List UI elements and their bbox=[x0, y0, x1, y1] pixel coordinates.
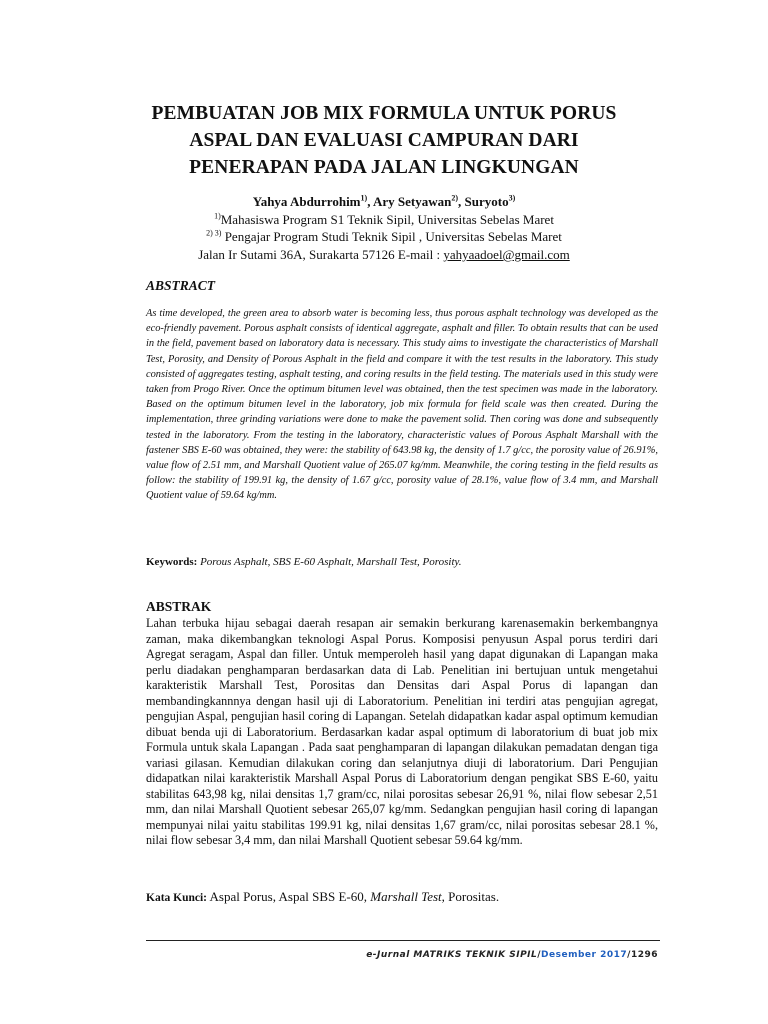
title-line-1: PEMBUATAN JOB MIX FORMULA UNTUK PORUS bbox=[151, 103, 617, 124]
affiliation-mark: 1) bbox=[214, 211, 221, 221]
keywords-label: Keywords: bbox=[146, 556, 198, 568]
kata-kunci bbox=[146, 888, 658, 907]
footer-divider bbox=[146, 940, 660, 941]
kata-kunci-text-b: Marshall Test, bbox=[370, 889, 445, 904]
author-name: Ary Setyawan bbox=[372, 194, 452, 209]
keywords-text: Porous Asphalt, SBS E-60 Asphalt, Marshall Test, Porosity. bbox=[197, 556, 462, 568]
email-link[interactable]: yahyaadoel@gmail.com bbox=[443, 247, 570, 262]
abstract-body: As time developed, the green area to absorb water is becoming less, thus porous asphalt technology was developed as the eco-friendly pavement. Porous asphalt consists of identical aggregate, asphalt and filler. To obtain results that can be used in the field, pavement based on laboratory data is necessary. This study aims to investigate the characteristics of Marshall Test, Porosity, and Density of Porous Asphalt in the field and compare it with the test results in the laboratory. This study consisted of aggregates testing, asphalt testing, and coring results in the field testing. The materials used in this study were taken from Progo River. Once the optimum bitumen level was obtained, then the test specimen was made in the laboratory. Based on the optimum bitumen level in the laboratory, job mix formula for field scale was then created. During the implementation, three grinding variations were done to make the pavement solid. Then coring was done and subsequently tested in the laboratory. From the testing in the laboratory, characteristic values of Porous Asphalt Marshall with the fastener SBS E-60 was obtained, they were: the stability of 643.98 kg, the density of 1.7 g/cc, the porosity value of 26.91%, value flow of 2.51 mm, and Marshall Quotient value of 265.07 kg/mm. Meanwhile, the coring testing in the field results as follow: the stability of 199.91 kg, the density of 1.67 g/cc, porosity value of 28.1%, value flow of 3.4 mm, and Marshall Quotient value of 59.64 kg/mm. bbox=[146, 308, 658, 502]
affiliation-1 bbox=[100, 211, 668, 229]
kata-kunci-text-c: Porositas. bbox=[444, 889, 500, 904]
footer-issue: Desember 2017 bbox=[541, 950, 628, 960]
kata-kunci-text-a: Aspal Porus, Aspal SBS E-60, bbox=[207, 889, 371, 904]
author-separator: , bbox=[367, 194, 373, 209]
kata-kunci-label: Kata Kunci: bbox=[146, 892, 208, 904]
author-affiliation-mark: 3) bbox=[508, 193, 516, 203]
author-affiliation-mark: 2) bbox=[451, 193, 459, 203]
affiliation-text: Mahasiswa Program S1 Teknik Sipil, Universitas Sebelas Maret bbox=[220, 212, 554, 227]
author-list bbox=[100, 193, 668, 211]
abstrak-heading: ABSTRAK bbox=[146, 599, 212, 614]
address-text: Jalan Ir Sutami 36A, Surakarta 57126 E-mail : bbox=[198, 247, 444, 262]
footer-slash: / bbox=[537, 950, 542, 960]
affiliation-text: Pengajar Program Studi Teknik Sipil , Universitas Sebelas Maret bbox=[221, 229, 562, 244]
footer-journal: e-Jurnal MATRIKS TEKNIK SIPIL bbox=[366, 950, 538, 960]
footer-slash: / bbox=[627, 950, 631, 960]
author-address bbox=[100, 246, 668, 264]
footer-page-number: 1296 bbox=[630, 950, 658, 960]
paper-title bbox=[100, 100, 668, 181]
title-line-3: PENERAPAN PADA JALAN LINGKUNGAN bbox=[189, 157, 579, 178]
affiliation-2 bbox=[100, 228, 668, 246]
affiliation-mark: 2) 3) bbox=[206, 228, 222, 238]
author-name: Suryoto bbox=[464, 194, 509, 209]
title-line-2: ASPAL DAN EVALUASI CAMPURAN DARI bbox=[189, 130, 579, 151]
page-footer bbox=[366, 950, 658, 960]
author-name: Yahya Abdurrohim bbox=[252, 194, 361, 209]
author-affiliation-mark: 1) bbox=[360, 193, 368, 203]
abstract-heading: ABSTRACT bbox=[146, 278, 216, 293]
abstrak-body: Lahan terbuka hijau sebagai daerah resapan air semakin berkurang karenasemakin berkembangnya zaman, maka dikembangkan teknologi Aspal Porus. Komposisi penyusun Aspal porus terdiri dari Agregat seragam, Aspal dan filler. Untuk memperoleh hasil yang dapat digunakan di Lapangan maka perlu diadakan penghamparan berdasarkan data di Lab. Penelitian ini bertujuan untuk mengetahui karakteristik Marshall Test, Porositas dan Densitas dari Aspal Porus di lapangan dan membandingkannnya dengan hasil uji di Laboratorium. Penelitian ini terdiri atas pengujian agregat, pengujian Aspal, pengujian hasil coring di Lapangan. Setelah didapatkan kadar aspal optimum kemudian dibuat benda uji di Laboratorium. Berdasarkan kadar aspal optimum di laboratorium di buat job mix Formula untuk skala Lapangan . Pada saat penghamparan di lapangan dilakukan pemadatan dengan tiga variasi gilasan. Kemudian dilakukan coring dan selanjutnya diuji di laboratorium. Dari Pengujian didapatkan nilai karakteristik Marshall Aspal Porus di Laboratorium dengan pengikat SBS E-60, yaitu stabilitas 643,98 kg, nilai densitas 1,7 gram/cc, nilai porositas sebesar 26,91 %, nilai flow sebesar 2,51 mm, dan nilai Marshall Quotient sebesar 265,07 kg/mm. Sedangkan pengujian hasil coring di lapangan mempunyai nilai yaitu stabilitas 199.91 kg, nilai densitas 1,67 gram/cc, nilai porositas sebesar 28.1 %, nilai flow sebesar 3,4 mm, dan nilai Marshall Quotient sebesar 59.64 kg/mm. bbox=[146, 616, 658, 847]
keywords bbox=[146, 555, 658, 570]
author-separator: , bbox=[458, 194, 465, 209]
